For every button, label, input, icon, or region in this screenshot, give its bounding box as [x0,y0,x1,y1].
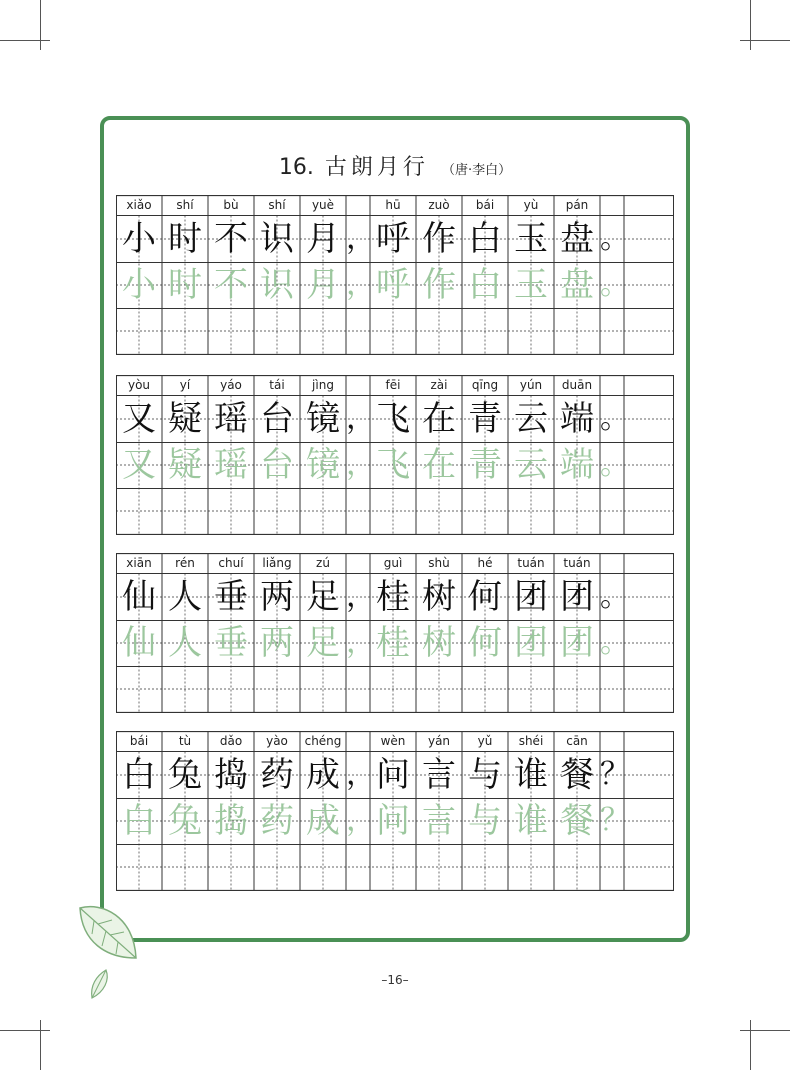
model-character: 白 [468,219,502,259]
model-character: 盘 [560,219,594,259]
title-author: （唐·李白） [442,163,512,178]
punctuation-mark: ？ [600,757,630,792]
crop-mark [40,1020,41,1070]
model-character: 桂 [376,577,410,617]
model-character: 瑶 [214,399,248,439]
model-character: 兔 [168,755,202,795]
tracing-character: 不 [214,265,248,305]
pinyin-label: shí [176,198,194,212]
punctuation-mark: ， [346,579,376,614]
title-number: 16. [278,155,314,180]
tracing-punctuation: 。 [600,447,630,482]
pinyin-label: zú [316,556,330,570]
tracing-character: 疑 [168,445,202,485]
leaf-icon [76,902,140,964]
model-character: 小 [122,219,156,259]
model-character: 树 [422,577,456,617]
pinyin-label: yáo [220,378,242,392]
pinyin-label: wèn [380,734,406,748]
pinyin-label: yù [523,198,539,212]
tracing-character: 瑶 [214,445,248,485]
pinyin-label: cān [566,734,588,748]
tracing-character: 玉 [514,265,548,305]
pinyin-label: jìng [312,378,334,392]
model-character: 团 [514,577,548,617]
model-character: 问 [376,755,410,795]
punctuation-mark: 。 [600,221,630,256]
tracing-character: 团 [514,623,548,663]
tracing-character: 垂 [214,623,248,663]
pinyin-label: pán [565,198,589,212]
model-character: 团 [560,577,594,617]
pinyin-label: shéi [518,734,544,748]
tracing-punctuation: ， [346,267,376,302]
pinyin-label: bù [223,198,239,212]
tracing-character: 小 [122,265,156,305]
tracing-character: 谁 [514,801,548,841]
model-character: 月 [306,219,340,259]
pinyin-label: bái [129,734,149,748]
crop-mark [0,1030,50,1031]
practice-block [116,731,674,891]
model-character: 足 [306,577,340,617]
tracing-character: 青 [468,445,502,485]
pinyin-label: yán [427,734,451,748]
tracing-character: 盘 [560,265,594,305]
model-character: 餐 [560,755,594,795]
punctuation-mark: ， [346,401,376,436]
tracing-character: 识 [260,265,294,305]
crop-mark [740,40,790,41]
tracing-character: 呼 [376,265,410,305]
pinyin-label: yòu [127,378,151,392]
punctuation-mark: 。 [600,579,630,614]
tracing-character: 团 [560,623,594,663]
title-name: 古朗月行 [324,155,429,180]
tracing-character: 又 [122,445,156,485]
tracing-character: 在 [422,445,456,485]
tracing-character: 云 [514,445,548,485]
model-character: 捣 [214,755,248,795]
model-character: 又 [122,399,156,439]
pinyin-label: zài [430,378,448,392]
tracing-character: 白 [122,801,156,841]
punctuation-mark: ， [346,221,376,256]
practice-block [116,195,674,355]
model-character: 在 [422,399,456,439]
pinyin-label: yuè [311,198,335,212]
tracing-character: 与 [468,801,502,841]
pinyin-label: rén [175,556,195,570]
tracing-punctuation: ， [346,625,376,660]
tracing-character: 捣 [214,801,248,841]
poem-title [0,150,790,181]
tracing-character: 两 [260,623,294,663]
model-character: 言 [422,755,456,795]
tracing-character: 时 [168,265,202,305]
pinyin-label: chuí [218,556,244,570]
tracing-character: 言 [422,801,456,841]
tracing-character: 桂 [376,623,410,663]
pinyin-label: dǎo [219,734,243,748]
model-character: 不 [214,219,248,259]
tracing-character: 白 [468,265,502,305]
crop-mark [750,0,751,50]
pinyin-label: xiān [126,556,152,570]
model-character: 青 [468,399,502,439]
crop-mark [0,40,50,41]
tracing-punctuation: ， [346,803,376,838]
model-character: 玉 [514,219,548,259]
tracing-character: 何 [468,623,502,663]
model-character: 时 [168,219,202,259]
tracing-character: 足 [306,623,340,663]
pinyin-label: qīng [471,378,499,392]
pinyin-label: tù [178,734,192,748]
page-number: –16– [381,973,409,987]
tracing-character: 成 [306,801,340,841]
model-character: 飞 [376,399,410,439]
tracing-character: 兔 [168,801,202,841]
tracing-punctuation: 。 [600,625,630,660]
tracing-character: 作 [422,265,456,305]
pinyin-label: shù [428,556,450,570]
model-character: 台 [260,399,294,439]
pinyin-label: zuò [428,198,450,212]
pinyin-label: yào [266,734,288,748]
model-character: 呼 [376,219,410,259]
tracing-character: 飞 [376,445,410,485]
model-character: 人 [168,577,202,617]
pinyin-label: guì [383,556,403,570]
model-character: 仙 [122,577,156,617]
model-character: 垂 [214,577,248,617]
tracing-character: 镜 [306,445,340,485]
pinyin-label: duān [561,378,593,392]
tracing-punctuation: 。 [600,267,630,302]
tracing-punctuation: ？ [600,803,630,838]
model-character: 端 [560,399,594,439]
tracing-character: 药 [260,801,294,841]
pinyin-label: hé [477,556,493,570]
crop-mark [740,1030,790,1031]
model-character: 何 [468,577,502,617]
tracing-character: 月 [306,265,340,305]
practice-block [116,553,674,713]
model-character: 成 [306,755,340,795]
tracing-character: 端 [560,445,594,485]
crop-mark [40,0,41,50]
model-character: 白 [122,755,156,795]
model-character: 作 [422,219,456,259]
tracing-character: 树 [422,623,456,663]
model-character: 识 [260,219,294,259]
pinyin-label: yǔ [477,734,493,748]
tracing-character: 台 [260,445,294,485]
model-character: 谁 [514,755,548,795]
tracing-character: 仙 [122,623,156,663]
pinyin-label: tuán [563,556,591,570]
tracing-character: 人 [168,623,202,663]
pinyin-label: shí [268,198,286,212]
tracing-character: 问 [376,801,410,841]
crop-mark [750,1020,751,1070]
pinyin-label: liǎng [262,556,292,570]
pinyin-label: fēi [385,378,401,392]
model-character: 与 [468,755,502,795]
punctuation-mark: ， [346,757,376,792]
tracing-character: 餐 [560,801,594,841]
practice-block [116,375,674,535]
model-character: 镜 [306,399,340,439]
pinyin-label: xiǎo [126,198,152,212]
pinyin-label: yún [519,378,543,392]
pinyin-label: hū [385,198,401,212]
model-character: 疑 [168,399,202,439]
pinyin-label: yí [179,378,191,392]
pinyin-label: tái [269,378,285,392]
model-character: 两 [260,577,294,617]
pinyin-label: tuán [517,556,545,570]
pinyin-label: bái [475,198,495,212]
pinyin-label: chéng [304,734,342,748]
model-character: 云 [514,399,548,439]
model-character: 药 [260,755,294,795]
punctuation-mark: 。 [600,401,630,436]
tracing-punctuation: ， [346,447,376,482]
